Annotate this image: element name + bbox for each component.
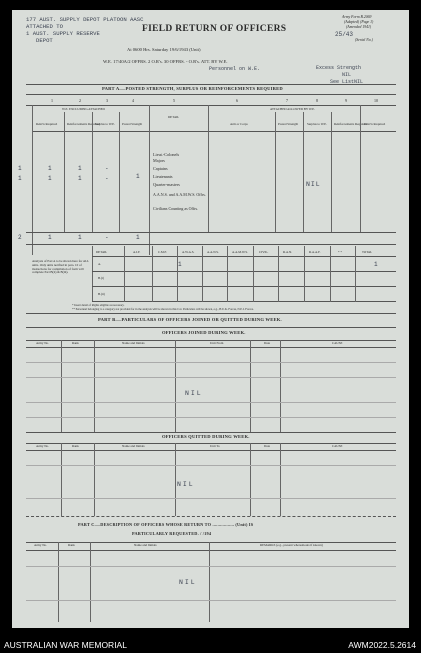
col-line: [304, 246, 305, 302]
rule: [92, 271, 396, 272]
analysis-other: * *: [338, 250, 342, 254]
joined-title: OFFICERS JOINED DURING WEEK.: [162, 330, 246, 335]
rule: [92, 286, 396, 287]
we-line: W.E. 17/40A/2 OFFRS. 2 O.R's. 30 OFFRS. - O.R's. ATT. BY W.E.: [103, 59, 228, 64]
quitted-nil: NIL: [177, 481, 195, 488]
excess-strength: Excess Strength: [316, 65, 362, 71]
unit-line-2: ATTACHED TO: [26, 23, 63, 30]
col-line: [303, 112, 304, 232]
col-line: [175, 443, 176, 516]
col-line: [227, 246, 228, 302]
rule: [92, 301, 396, 302]
army-form-1: Army Form B.2069: [342, 15, 372, 19]
col-num-10: 10: [374, 98, 378, 103]
total-col1: 2: [18, 234, 22, 241]
row2-col2: 1: [48, 175, 52, 182]
col-line: [58, 542, 59, 622]
analysis-total: TOTAL: [362, 250, 373, 254]
rule: [26, 94, 396, 95]
sub-header-7: Posted Strength: [278, 122, 299, 126]
part-b-title: PART B.—PARTICULARS OF OFFICERS JOINED OR QUITTED DURING WEEK.: [98, 317, 282, 322]
col-line: [278, 246, 279, 302]
col-line: [253, 246, 254, 302]
footer-left: AUSTRALIAN WAR MEMORIAL: [4, 640, 127, 650]
footnote-1: * Insert detail of Rights eligible as necessary.: [72, 303, 125, 307]
part-c-title-1: PART C.—DESCRIPTION OF OFFICERS WHOSE RETURN TO ................. (Unit) IS: [78, 522, 254, 527]
analysis-aif: A.I.F.: [133, 250, 141, 254]
rank-lieut-colonels: Lieut.-Colonels: [153, 152, 180, 157]
rule: [26, 402, 396, 403]
unit-line-3: 1 AUST. SUPPLY RESERVE: [26, 30, 100, 37]
serial-number: 25/43: [335, 31, 354, 38]
analysis-row-bii: B.(ii): [98, 292, 105, 296]
total-col4: -: [105, 234, 109, 241]
part-c-title-2: PARTICULARLY REQUESTED. / /194: [132, 531, 212, 536]
row1-col5: 1: [136, 173, 140, 180]
col-line: [90, 542, 91, 622]
excess-nil: NIL: [342, 72, 352, 78]
row2-col1: 1: [18, 175, 22, 182]
footnote-2: ** Personnel belonging to a category not provided for in the analysis will be shown in this Col. Particulars will be shown, e.g., H.U.K. Forces, N.E.I. Forces.: [72, 307, 254, 311]
quitted-rank: Rank: [72, 444, 79, 448]
col-line: [94, 340, 95, 432]
col-line: [280, 443, 281, 516]
total-col2: 1: [48, 234, 52, 241]
rule: [26, 313, 396, 314]
col-line: [119, 112, 120, 232]
col-line: [360, 105, 361, 232]
sub-header-9: Reinforcements Required: [334, 122, 367, 126]
part-c-name: Name and Initials: [134, 543, 157, 547]
quitted-unit-to: Unit To: [210, 444, 220, 448]
analysis-civil: CIVIL.: [259, 250, 269, 254]
rule: [26, 566, 396, 567]
row1-col3: 1: [78, 165, 82, 172]
col-num-8: 8: [316, 98, 318, 103]
joined-cause: CAUSE: [332, 341, 343, 345]
rule: [26, 417, 396, 418]
rank-majors: Majors: [153, 158, 165, 163]
analysis-row-bi: B.(i): [98, 276, 104, 280]
col-num-9: 9: [345, 98, 347, 103]
rule: [26, 542, 396, 543]
quitted-title: OFFICERS QUITTED DURING WEEK.: [162, 434, 250, 439]
analysis-detail: DETAIL: [96, 250, 108, 254]
rule: [26, 232, 396, 233]
rule: [26, 465, 396, 466]
part-c-remarks: REMARKS (e.g., present whereabouts if known): [260, 543, 323, 547]
sub-header-arm: Arm or Corps: [230, 122, 248, 126]
attached-allowed: ATTACHED ALLOWED BY W.E.: [270, 107, 316, 111]
analysis-row-a: A.: [98, 262, 102, 266]
footer-bar: [0, 634, 421, 653]
rule: [26, 498, 396, 499]
col-line: [330, 246, 331, 302]
rule: [26, 432, 396, 433]
rule: [26, 327, 396, 328]
sub-header-detail: DETAIL: [168, 115, 180, 119]
col-line: [202, 246, 203, 302]
sub-header-3: Surplus to W.E.: [95, 122, 116, 126]
col-num-4: 4: [132, 98, 134, 103]
col-line: [250, 340, 251, 432]
document-sheet: [12, 10, 409, 628]
col-line: [152, 246, 153, 302]
quitted-date: Date: [264, 444, 271, 448]
quitted-name: Name and Initials: [122, 444, 145, 448]
joined-army-no: Army No.: [36, 341, 49, 345]
analysis-cmf-value: 1: [178, 261, 182, 268]
analysis-aamws: A.A.M.W.S.: [232, 250, 248, 254]
personnel-line: Personnel on W.E.: [209, 66, 261, 72]
form-title: FIELD RETURN OF OFFICERS: [142, 24, 287, 34]
rule: [32, 131, 396, 132]
footer-right: AWM2022.5.2614: [348, 640, 416, 650]
analysis-total-value: 1: [374, 261, 378, 268]
quitted-cause: CAUSE: [332, 444, 343, 448]
part-c-rank: Rank: [68, 543, 75, 547]
sub-header-2: Reinforcements Required: [67, 122, 100, 126]
analysis-awas: A.W.A.S.: [182, 250, 195, 254]
col-line: [92, 246, 93, 302]
rule: [26, 105, 396, 106]
part-a-title: PART A.—POSTED STRENGTH, SURPLUS OR REINFORCEMENTS REQUIRED: [102, 86, 283, 91]
sub-header-10: Rein'ts Required: [364, 122, 386, 126]
col-line: [275, 112, 276, 232]
rule: [26, 244, 396, 245]
part-c-army-no: Army No.: [34, 543, 47, 547]
col-line: [61, 340, 62, 432]
date-line: At 0600 Hrs. Saturday 19/6/1943 (Unit): [127, 47, 201, 52]
col-line: [94, 443, 95, 516]
col-line: [331, 112, 332, 232]
joined-rank: Rank: [72, 341, 79, 345]
part-a-nil: NIL: [306, 181, 321, 188]
unit-line-4: DEPOT: [36, 37, 53, 44]
rank-civilians: Civilians Counting as Offrs.: [153, 206, 199, 211]
analysis-raaf: R.A.A.F.: [309, 250, 321, 254]
col-line: [124, 246, 125, 302]
col-line: [209, 542, 210, 622]
joined-name: Name and Initials: [122, 341, 145, 345]
rule: [26, 377, 396, 378]
rule: [92, 256, 396, 257]
row1-col4: -: [105, 165, 109, 172]
army-form-2: (Adapted) (Page 1): [344, 20, 374, 24]
sub-header-1: Rein'ts Required: [36, 122, 58, 126]
col-line: [175, 340, 176, 432]
analysis-aans: A.A.N.S.: [207, 250, 219, 254]
col-line: [280, 340, 281, 432]
rule: [26, 347, 396, 348]
we-excluding-attached: W.E. EXCLUDING ATTACHED: [62, 107, 105, 111]
sub-header-4: Posted Strength: [122, 122, 143, 126]
col-num-5: 5: [173, 98, 175, 103]
row2-col3: 1: [78, 175, 82, 182]
col-line: [92, 112, 93, 232]
row2-col4: -: [105, 175, 109, 182]
rule: [26, 362, 396, 363]
serial-label: (Serial No.): [355, 38, 373, 42]
analysis-ran: R.A.N.: [283, 250, 293, 254]
sub-header-8: Surplus to W.E.: [307, 122, 328, 126]
total-col5: 1: [136, 234, 140, 241]
col-num-2: 2: [79, 98, 81, 103]
rule: [26, 516, 396, 517]
rule: [26, 550, 396, 551]
col-num-3: 3: [106, 98, 108, 103]
col-num-1: 1: [51, 98, 53, 103]
col-line: [355, 246, 356, 302]
col-line: [250, 443, 251, 516]
rank-lieutenants: Lieutenants: [153, 174, 173, 179]
col-line: [177, 246, 178, 302]
joined-nil: NIL: [185, 390, 203, 397]
row1-col2: 1: [48, 165, 52, 172]
state-list: See ListNIL: [330, 79, 364, 85]
rank-captains: Captains: [153, 166, 168, 171]
rule: [26, 600, 396, 601]
col-num-7: 7: [286, 98, 288, 103]
analysis-note: Analysis of Part A to be shown here for ALL units. Only units notified in para. 10 of instructions for compilation of form will complete Part B(ii) & B(iii).: [32, 259, 89, 275]
part-c-nil: NIL: [179, 579, 197, 586]
col-line: [61, 443, 62, 516]
quitted-army-no: Army No.: [36, 444, 49, 448]
col-num-6: 6: [236, 98, 238, 103]
analysis-cmf: C.M.F.: [158, 250, 167, 254]
row1-col1: 1: [18, 165, 22, 172]
col-line: [208, 105, 209, 232]
rank-quartermasters: Quarter-masters: [153, 182, 180, 187]
joined-date: Date: [264, 341, 271, 345]
joined-unit-from: Unit From: [210, 341, 224, 345]
col-line: [64, 112, 65, 232]
rule: [26, 450, 396, 451]
rank-aans: A.A.N.S. and A.A.M.W.S. Offrs.: [153, 192, 206, 197]
army-form-3: (Amended 1941): [346, 25, 372, 29]
unit-line-1: 177 AUST. SUPPLY DEPOT PLATOON AASC: [26, 16, 144, 23]
total-col3: 1: [78, 234, 82, 241]
rule: [26, 84, 396, 85]
